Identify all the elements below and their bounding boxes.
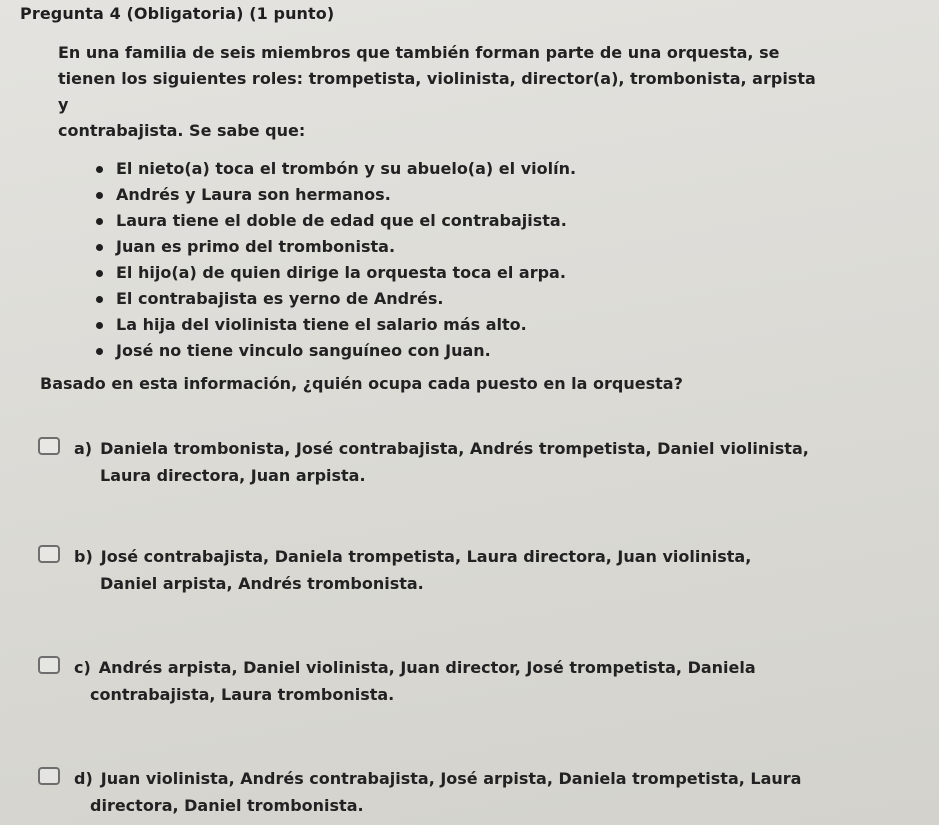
option-line: Juan violinista, Andrés contrabajista, José arpista, Daniela trompetista, Laura xyxy=(100,769,802,788)
question-intro xyxy=(58,40,818,144)
checkbox-c[interactable] xyxy=(38,656,60,674)
clue-item xyxy=(96,286,576,312)
clue-item xyxy=(96,312,576,338)
bullet-icon xyxy=(96,322,103,329)
clue-text: El hijo(a) de quien dirige la orquesta toca el arpa. xyxy=(116,263,566,282)
clue-item xyxy=(96,338,576,364)
clue-item xyxy=(96,156,576,182)
clue-item xyxy=(96,208,576,234)
clue-text: José no tiene vinculo sanguíneo con Juan. xyxy=(116,341,491,360)
option-line: Daniela trombonista, José contrabajista, Andrés trompetista, Daniel violinista, xyxy=(100,439,809,458)
bullet-icon xyxy=(96,244,103,251)
bullet-icon xyxy=(96,348,103,355)
clue-item xyxy=(96,234,576,260)
question-header: Pregunta 4 (Obligatoria) (1 punto) xyxy=(20,4,335,23)
bullet-icon xyxy=(96,192,103,199)
option-line: Andrés arpista, Daniel violinista, Juan director, José trompetista, Daniela xyxy=(98,658,756,677)
clue-item xyxy=(96,182,576,208)
bullet-icon xyxy=(96,166,103,173)
intro-line: En una familia de seis miembros que también forman parte de una orquesta, se xyxy=(58,43,780,62)
option-line: Daniel arpista, Andrés trombonista. xyxy=(100,574,424,593)
clue-text: Laura tiene el doble de edad que el contrabajista. xyxy=(116,211,567,230)
bullet-icon xyxy=(96,218,103,225)
clue-list xyxy=(96,156,576,364)
checkbox-d[interactable] xyxy=(38,767,60,785)
clue-text: El contrabajista es yerno de Andrés. xyxy=(116,289,444,308)
clue-text: El nieto(a) toca el trombón y su abuelo(a) el violín. xyxy=(116,159,577,178)
option-letter: d) xyxy=(74,769,93,788)
option-c-text[interactable] xyxy=(74,654,874,708)
checkbox-a[interactable] xyxy=(38,437,60,455)
intro-line: tienen los siguientes roles: trompetista, violinista, director(a), trombonista, arpista y xyxy=(58,69,816,114)
clue-text: La hija del violinista tiene el salario más alto. xyxy=(116,315,527,334)
question-prompt: Basado en esta información, ¿quién ocupa cada puesto en la orquesta? xyxy=(40,374,683,393)
option-letter: a) xyxy=(74,439,93,458)
option-d-text[interactable] xyxy=(74,765,874,819)
checkbox-b[interactable] xyxy=(38,545,60,563)
option-letter: b) xyxy=(74,547,93,566)
bullet-icon xyxy=(96,270,103,277)
clue-text: Juan es primo del trombonista. xyxy=(116,237,396,256)
option-line: Laura directora, Juan arpista. xyxy=(100,466,366,485)
option-line: José contrabajista, Daniela trompetista, Laura directora, Juan violinista, xyxy=(100,547,752,566)
intro-line: contrabajista. Se sabe que: xyxy=(58,121,306,140)
option-b-text[interactable] xyxy=(74,543,874,597)
option-line: contrabajista, Laura trombonista. xyxy=(90,685,395,704)
clue-text: Andrés y Laura son hermanos. xyxy=(116,185,391,204)
option-line: directora, Daniel trombonista. xyxy=(90,796,364,815)
bullet-icon xyxy=(96,296,103,303)
option-letter: c) xyxy=(74,658,91,677)
option-a-text[interactable] xyxy=(74,435,874,489)
clue-item xyxy=(96,260,576,286)
